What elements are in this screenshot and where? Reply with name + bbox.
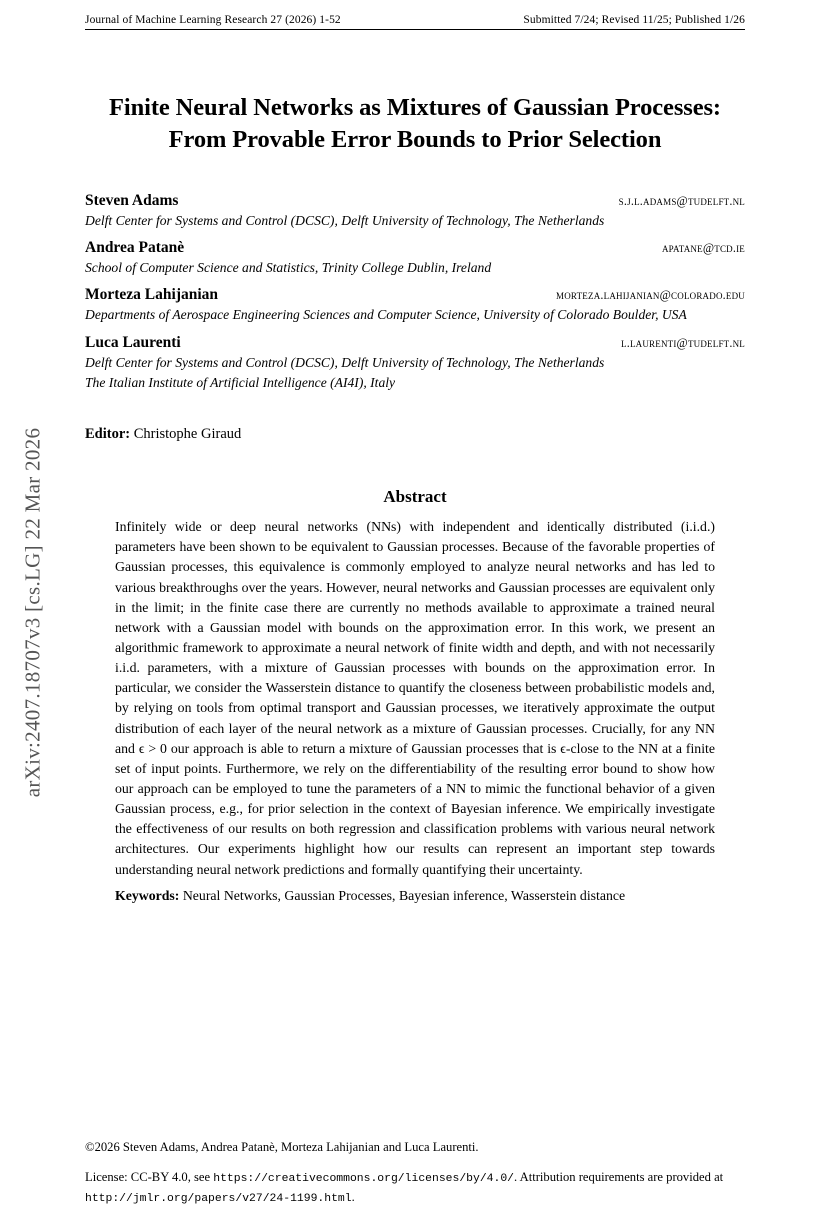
submission-dates: Submitted 7/24; Revised 11/25; Published 1/26 [523, 14, 745, 26]
author-email[interactable]: morteza.lahijanian@colorado.edu [556, 288, 745, 303]
license-suffix: . [351, 1189, 355, 1204]
license-middle: . Attribution requirements are provided at [514, 1170, 724, 1185]
abstract-heading: Abstract [383, 487, 447, 507]
copyright-line [85, 1138, 745, 1156]
author-name: Steven Adams [85, 191, 179, 209]
license-line [85, 1168, 745, 1207]
author-entry [85, 286, 745, 324]
copyright-text: 2026 Steven Adams, Andrea Patanè, Morteza Lahijanian and Luca Laurenti. [94, 1140, 479, 1154]
keywords-line [115, 886, 715, 906]
arxiv-stamp: arXiv:2407.18707v3 [cs.LG] 22 Mar 2026 [20, 427, 45, 798]
author-entry [85, 239, 745, 277]
author-email[interactable]: l.laurenti@tudelft.nl [621, 335, 745, 350]
keywords-label: Keywords: [115, 887, 180, 903]
header-rule [85, 29, 745, 30]
author-affiliation: Delft Center for Systems and Control (DCSC), Delft University of Technology, The Netherlands [85, 354, 605, 370]
editor-line [85, 426, 745, 443]
journal-reference: Journal of Machine Learning Research 27 (2026) 1-52 [85, 14, 341, 26]
license-url[interactable]: https://creativecommons.org/licenses/by/4.0/ [213, 1173, 515, 1186]
author-name: Luca Laurenti [85, 333, 181, 351]
editor-name: Christophe Giraud [133, 426, 242, 443]
keywords-value: Neural Networks, Gaussian Processes, Bayesian inference, Wasserstein distance [182, 887, 626, 903]
author-affiliation: Delft Center for Systems and Control (DCSC), Delft University of Technology, The Netherlands [85, 212, 605, 228]
author-entry [85, 192, 745, 230]
page-title: Finite Neural Networks as Mixtures of Gaussian Processes: From Provable Error Bounds to Prior Selection [109, 94, 721, 153]
author-entry [85, 334, 745, 393]
abstract-text: Infinitely wide or deep neural networks (NNs) with independent and identically distributed (i.i.d.) parameters have been shown to be equivalent to Gaussian processes. Because of the favorable properties of Gaussian processes, this equivalence is commonly employed to analyze neural networks and has led to various breakthroughs over the years. However, neural networks and Gaussian processes are equivalent only in the limit; in the finite case there are currently no methods available to approximate a trained neural network with a Gaussian model with bounds on the approximation error. In this work, we present an algorithmic framework to approximate a neural network of finite width and depth, and with not necessarily i.i.d. parameters, with a mixture of Gaussian processes with bounds on the approximation error. In particular, we consider the Wasserstein distance to quantify the closeness between probabilistic models and, by relying on tools from optimal transport and Gaussian processes, we iteratively approximate the output distribution of each layer of the neural network as a mixture of Gaussian processes. Crucially, for any NN and ϵ > 0 our approach is able to return a mixture of Gaussian processes that is ϵ-close to the NN at a finite set of input points. Furthermore, we rely on the differentiability of the resulting error bound to show how our approach can be employed to tune the parameters of a NN to mimic the functional behavior of a given Gaussian process, e.g., for prior selection in the context of Bayesian inference. We empirically investigate the effectiveness of our results on both regression and classification problems with various neural network architectures. Our experiments highlight how our results can represent an important step towards understanding neural network predictions and formally quantifying their uncertainty. [115, 519, 715, 877]
author-affiliation: School of Computer Science and Statistics, Trinity College Dublin, Ireland [85, 259, 492, 275]
author-name: Andrea Patanè [85, 238, 185, 256]
editor-label: Editor: [85, 426, 131, 443]
running-head [85, 0, 745, 26]
paper-content [85, 0, 745, 906]
license-prefix: License: CC-BY 4.0, see [85, 1170, 214, 1185]
copyright-icon: © [85, 1140, 95, 1154]
paper-url[interactable]: http://jmlr.org/papers/v27/24-1199.html [85, 1192, 352, 1205]
author-email[interactable]: s.j.l.adams@tudelft.nl [618, 193, 745, 208]
author-affiliation-secondary: The Italian Institute of Artificial Intelligence (AI4I), Italy [85, 374, 396, 390]
author-affiliation: Departments of Aerospace Engineering Sciences and Computer Science, University of Colorado Boulder, USA [85, 307, 687, 323]
author-email[interactable]: apatane@tcd.ie [661, 240, 745, 255]
page-footer [85, 1138, 745, 1207]
author-name: Morteza Lahijanian [85, 286, 219, 304]
author-list [85, 192, 745, 392]
